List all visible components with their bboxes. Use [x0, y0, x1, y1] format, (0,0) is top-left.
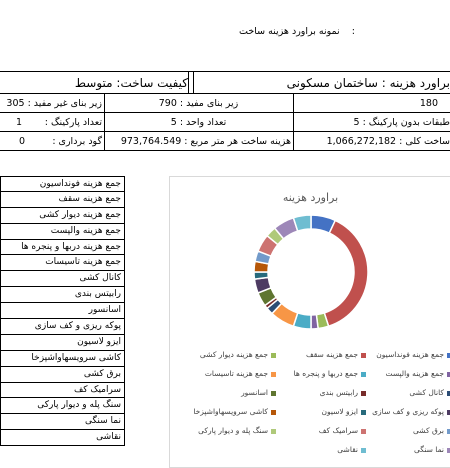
list-item: اسانسور	[0, 303, 125, 319]
legend-swatch	[361, 353, 366, 358]
legend-item	[321, 407, 366, 416]
main-title: براورد هزینه : ساختمان مسکونی	[286, 76, 450, 90]
legend-label: جمع هزینه دیوار کشی	[199, 350, 268, 359]
parking-label: تعداد پارکینگ :	[44, 117, 102, 128]
legend-item	[241, 388, 276, 397]
legend-label: رابیتس بندی	[319, 388, 358, 397]
list-item: سنگ پله و دیوار پارکی	[0, 398, 125, 414]
donut-slice	[254, 272, 268, 279]
legend-item	[198, 426, 276, 435]
legend-swatch	[361, 372, 366, 377]
cost-per-m2-cell: هزینه ساخت هر متر مربع : 973,764.549	[120, 135, 291, 147]
list-item: پوکه ریزی و کف سازی	[0, 319, 125, 335]
legend-label: جمع هزینه سقف	[305, 350, 358, 359]
legend-item	[320, 388, 366, 397]
legend-swatch	[361, 429, 366, 434]
legend-item	[409, 388, 450, 397]
legend-label: سرامیک کف	[318, 426, 358, 435]
table-row	[0, 112, 450, 132]
legend-label: اسانسور	[241, 388, 268, 397]
legend-item	[294, 369, 366, 378]
legend-item	[385, 369, 450, 378]
page-header	[239, 26, 355, 37]
list-item: کانال کشی	[0, 271, 125, 287]
legend-swatch	[361, 391, 366, 396]
donut-chart	[170, 177, 450, 377]
legend-item	[306, 350, 366, 359]
list-item: جمع هزینه والپست	[0, 224, 125, 240]
legend-item	[205, 369, 276, 378]
header-title: نمونه براورد هزینه ساخت	[239, 26, 340, 37]
legend-swatch	[361, 410, 366, 415]
non-useful-area-cell: زیر بنای غیر مفید : 305	[6, 98, 102, 109]
legend-swatch	[271, 429, 276, 434]
legend-swatch	[271, 353, 276, 358]
excavation-value: 0	[18, 135, 26, 147]
list-item: کاشی سرویسهاواشپزخا	[0, 351, 125, 367]
parking-value: 1	[15, 117, 23, 128]
list-item: برق کشی	[0, 367, 125, 383]
legend-item	[193, 407, 276, 416]
legend-label: جمع دربها و پنجره ها	[293, 369, 358, 378]
legend-item	[376, 350, 450, 359]
list-item: نقاشی	[0, 430, 125, 446]
legend-label: سنگ پله و دیوار پارکی	[198, 426, 268, 435]
cost-items-list	[0, 176, 125, 446]
summary-table	[0, 71, 450, 149]
legend-label: جمع هزینه فونداسیون	[376, 350, 444, 359]
chart-title: براورد هزینه	[282, 191, 339, 204]
list-item: رابیتس بندی	[0, 287, 125, 303]
legend-label: جمع هزینه والپست	[385, 369, 444, 378]
donut-slice	[324, 220, 368, 326]
floors-cell: طبقات بدون پارکینگ : 5	[353, 117, 450, 128]
total-cost-cell: ساخت کلی : 1,066,272,182	[326, 135, 450, 147]
useful-area-cell: زیر بنای مفید : 790	[158, 98, 239, 109]
legend-label: ایزو لاسیون	[321, 407, 358, 416]
header-colon: :	[351, 26, 355, 37]
list-item: نما سنگی	[0, 414, 125, 430]
legend-swatch	[271, 410, 276, 415]
floor-area-cell: 180	[419, 98, 438, 109]
legend-item	[413, 426, 450, 435]
legend-label: نقاشی	[337, 445, 358, 454]
legend-item	[319, 426, 366, 435]
donut-slice	[311, 315, 318, 329]
legend-swatch	[361, 448, 366, 453]
list-item: سرامیک کف	[0, 383, 125, 399]
list-item: جمع هزینه دیوار کشی	[0, 208, 125, 224]
table-row	[0, 131, 450, 151]
list-item: ایزو لاسیون	[0, 335, 125, 351]
legend-label: پوکه ریزی و کف سازی	[372, 407, 444, 416]
table-row	[0, 71, 450, 94]
legend-item	[372, 407, 450, 416]
legend-label: جمع هزینه تاسیسات	[204, 369, 268, 378]
units-cell: تعداد واحد : 5	[170, 117, 227, 128]
quality-label: کیفیت ساخت: متوسط	[74, 76, 188, 90]
list-item: جمع هزینه سقف	[0, 192, 125, 208]
legend-label: نما سنگی	[413, 445, 444, 454]
list-item: جمع هزینه دربها و پنجره ها	[0, 240, 125, 256]
legend-swatch	[271, 372, 276, 377]
legend-label: کانال کشی	[409, 388, 444, 397]
excavation-label: گود برداری :	[52, 135, 102, 147]
legend-item	[200, 350, 276, 359]
table-row	[0, 93, 450, 113]
list-item: جمع هزینه تاسیسات	[0, 255, 125, 271]
legend-label: برق کشی	[413, 426, 444, 435]
cost-chart	[169, 176, 450, 468]
legend-swatch	[271, 391, 276, 396]
list-item: جمع هزینه فونداسیون	[0, 176, 125, 192]
legend-label: کاشی سرویسهاواشپزخا	[193, 407, 268, 416]
